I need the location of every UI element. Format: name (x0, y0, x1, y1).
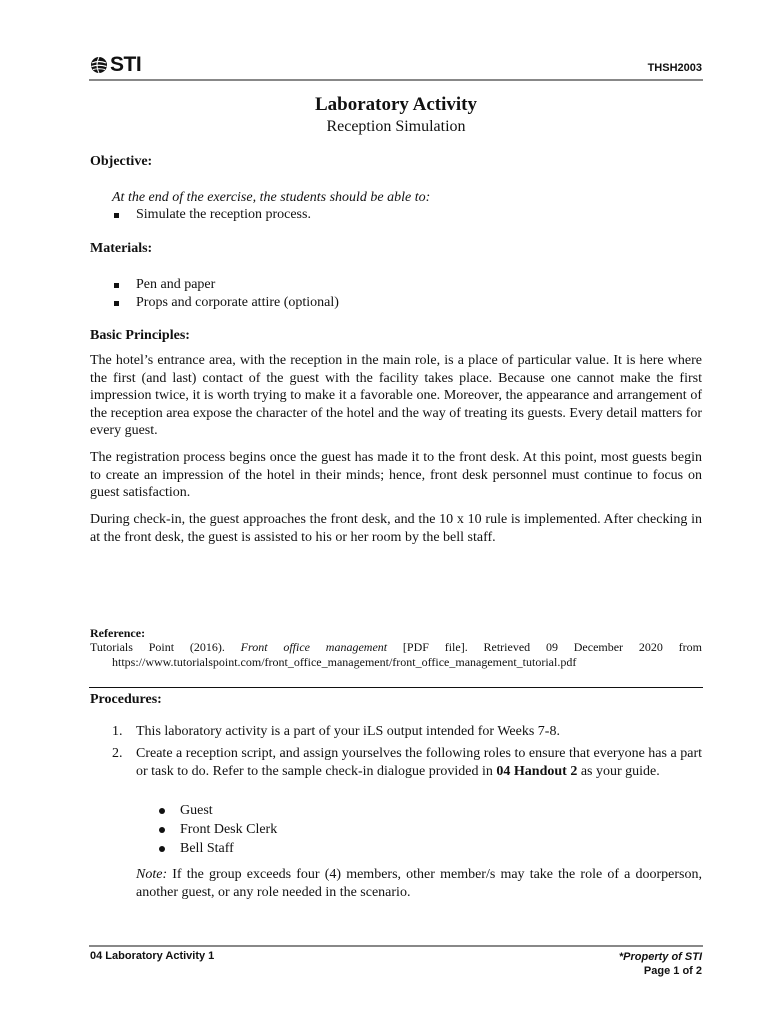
procedure-item-1 (112, 723, 702, 741)
procedures-note (136, 866, 702, 902)
list-item: Props and corporate attire (optional) (112, 294, 339, 312)
procedures-heading: Procedures: (90, 692, 162, 707)
sti-globe-icon (90, 56, 108, 74)
procedure-text-end: as your guide. (577, 764, 660, 779)
note-label: Note: (136, 867, 168, 882)
objective-intro: At the end of the exercise, the students should be able to: (112, 190, 431, 205)
footer-document-name: 04 Laboratory Activity 1 (90, 950, 215, 962)
citation-title: Front office management (240, 640, 388, 654)
objective-list (112, 206, 311, 224)
principles-paragraph-1: The hotel’s entrance area, with the reception in the main role, is a place of particular value. It is here where the first (and last) contact of the guest with the facility takes place. Because one cannot make the first impression twice, it is worth trying to make it a favorable one. Moreover, the appearance and arrangement of the reception area expose the character of the hotel and the way of treating its guests. Every detail matters for every guest. (90, 353, 702, 438)
sti-logo (90, 52, 141, 78)
principles-paragraph-2: The registration process begins once the guest has made it to the front desk. At this point, most guests begin to create an impression of the hotel in their minds; hence, front desk personnel must continue to focus on guest satisfaction. (90, 450, 702, 500)
citation-author: Tutorials Point (2016). (90, 640, 241, 654)
procedure-number: 2. (112, 746, 123, 761)
basic-principles-heading: Basic Principles: (90, 328, 190, 343)
procedure-text: Create a reception script, and assign yourselves the following roles to ensure that everyone has a part or task to do. Refer to the sample check-in dialogue provided in (136, 746, 702, 779)
principles-paragraph-3: During check-in, the guest approaches the front desk, and the 10 x 10 rule is implemented. After checking in at the front desk, the guest is assisted to his or her room by the bell staff. (90, 512, 702, 545)
footer-divider (89, 945, 703, 947)
procedure-item-2 (112, 745, 702, 781)
section-divider (89, 687, 703, 688)
reference-citation (90, 640, 702, 655)
materials-heading: Materials: (90, 241, 153, 256)
note-text: If the group exceeds four (4) members, other member/s may take the role of a doorperson, another guest, or any role needed in the scenario. (136, 867, 702, 900)
footer-property: *Property of STI (618, 951, 702, 963)
header-divider (89, 79, 703, 81)
procedures-list (112, 723, 702, 781)
citation-retrieval: [PDF file]. Retrieved 09 December 2020 from (387, 640, 702, 654)
footer-page-number: Page 1 of 2 (643, 965, 702, 977)
list-item: Simulate the reception process. (112, 206, 311, 224)
reference-heading: Reference: (90, 626, 146, 640)
page-title: Laboratory Activity (314, 94, 477, 115)
roles-list (158, 802, 277, 859)
role-item: Bell Staff (158, 840, 277, 859)
handout-reference: 04 Handout 2 (496, 764, 578, 779)
list-item: Pen and paper (112, 276, 339, 294)
document-code: THSH2003 (647, 62, 702, 74)
page-subtitle: Reception Simulation (326, 118, 466, 135)
procedure-text: This laboratory activity is a part of your iLS output intended for Weeks 7-8. (136, 724, 560, 739)
materials-list (112, 276, 339, 312)
objective-heading: Objective: (90, 154, 153, 169)
role-item: Guest (158, 802, 277, 821)
reference-url: https://www.tutorialspoint.com/front_office_management/front_office_management_tutorial.pdf (112, 655, 577, 669)
footer-right (619, 950, 702, 978)
procedure-number: 1. (112, 724, 123, 739)
role-item: Front Desk Clerk (158, 821, 277, 840)
logo-text: STI (110, 53, 142, 76)
